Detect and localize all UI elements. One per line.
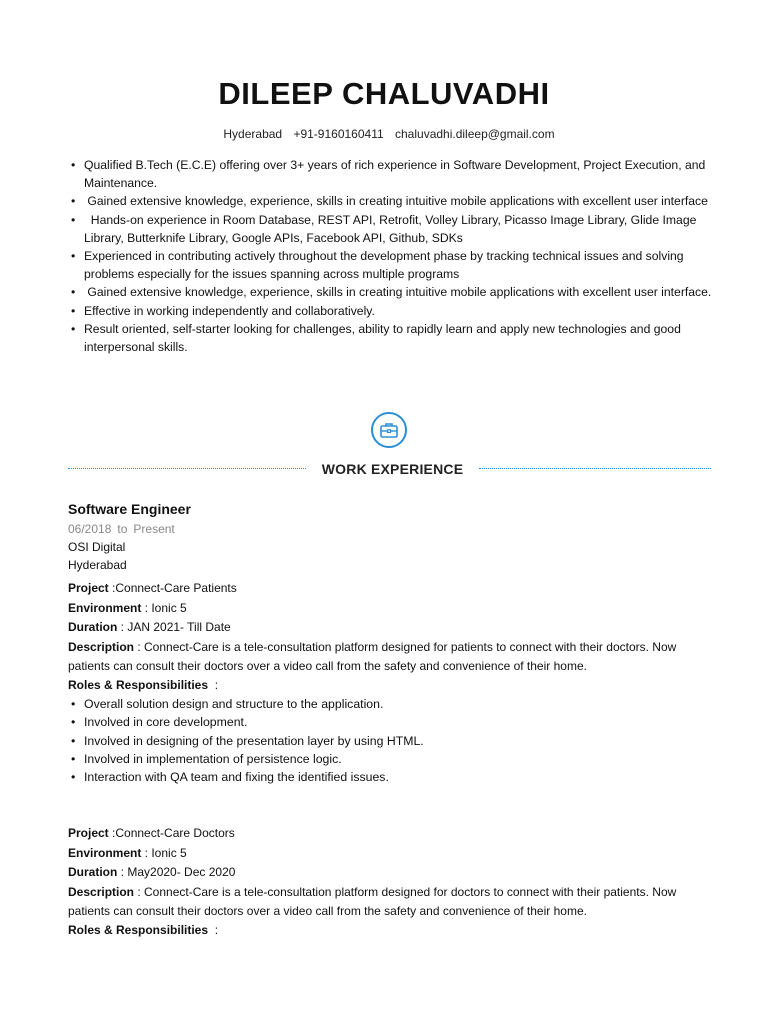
description-row (68, 638, 718, 676)
project-row (68, 579, 718, 599)
description-text: : Connect-Care is a tele-consultation platform designed for patients to connect with their doctors. Now patients can consult their doctors over a video call from the safety and convenience of their home. (68, 639, 677, 673)
phone-text: +91-9160160411 (293, 127, 384, 141)
environment-value: : Ionic 5 (141, 600, 187, 615)
project-label: Project (68, 581, 109, 595)
duration-value: : May2020- Dec 2020 (117, 865, 236, 879)
duration-label: Duration (68, 620, 118, 634)
job-dates (68, 520, 718, 538)
summary-item: • Hands-on experience in Room Database, REST API, Retrofit, Volley Library, Picasso Image Library, Glide Image Library, Butterknife Library, Google APIs, Facebook API, Github, SDKs (68, 211, 728, 247)
project-name: :Connect-Care Doctors (112, 826, 235, 840)
environment-label: Environment (68, 845, 142, 860)
section-title: WORK EXPERIENCE (321, 461, 464, 477)
project-block (68, 824, 718, 940)
summary-item: • Experienced in contributing actively throughout the development phase by tracking technical issues and solving problems especially for the issues spanning across multiple programs (68, 247, 728, 283)
summary-item: • Effective in working independently and collaboratively. (68, 302, 728, 320)
job-title: Software Engineer (68, 501, 191, 517)
company-name: OSI Digital (68, 540, 126, 554)
role-item: • Involved in core development. (68, 713, 718, 731)
description-label: Description (68, 884, 135, 899)
description-label: Description (68, 639, 135, 654)
summary-item: • Qualified B.Tech (E.C.E) offering over 3+ years of rich experience in Software Development, Project Execution, and Maintenance. (68, 156, 728, 192)
candidate-name: DILEEP CHALUVADHI (218, 76, 550, 111)
roles-heading (68, 921, 718, 941)
environment-row (68, 599, 718, 619)
summary-item: • Gained extensive knowledge, experience, skills in creating intuitive mobile applications with excellent user interface. (68, 283, 728, 301)
duration-value: : JAN 2021- Till Date (117, 620, 231, 634)
roles-colon: : (214, 922, 219, 937)
role-item: • Involved in implementation of persistence logic. (68, 750, 718, 768)
project-name: :Connect-Care Patients (112, 581, 237, 595)
project-block (68, 579, 718, 786)
summary-list (68, 156, 728, 356)
environment-row (68, 844, 718, 864)
roles-label: Roles & Responsibilities (68, 922, 209, 937)
job-start-date: 06/2018 (68, 522, 112, 536)
job-city: Hyderabad (68, 558, 127, 572)
description-row (68, 883, 718, 921)
role-item: • Interaction with QA team and fixing the identified issues. (68, 768, 718, 786)
environment-value: : Ionic 5 (141, 845, 187, 860)
job-date-separator: to (117, 522, 128, 536)
environment-label: Environment (68, 600, 142, 615)
location-text: Hyderabad (223, 127, 283, 141)
section-divider-left (68, 468, 306, 469)
duration-row (68, 618, 718, 638)
roles-colon: : (214, 677, 219, 692)
project-row (68, 824, 718, 844)
project-label: Project (68, 826, 109, 840)
contact-line (0, 127, 768, 141)
job-entry (68, 500, 718, 574)
summary-item: • Gained extensive knowledge, experience, skills in creating intuitive mobile applications with excellent user interface (68, 192, 728, 210)
email-link[interactable]: chaluvadhi.dileep@gmail.com (395, 127, 555, 141)
duration-label: Duration (68, 865, 118, 879)
role-item: • Overall solution design and structure to the application. (68, 695, 718, 713)
roles-list (68, 695, 718, 786)
roles-heading (68, 676, 718, 696)
roles-label: Roles & Responsibilities (68, 677, 209, 692)
section-divider-right (479, 468, 711, 469)
role-item: • Involved in designing of the presentation layer by using HTML. (68, 732, 718, 750)
job-end-date: Present (133, 522, 175, 536)
briefcase-icon (371, 412, 407, 448)
duration-row (68, 863, 718, 883)
description-text: : Connect-Care is a tele-consultation platform designed for doctors to connect with their patients. Now patients can consult their doctors over a video call from the safety and convenience of their home. (68, 884, 677, 918)
summary-item: • Result oriented, self-starter looking for challenges, ability to rapidly learn and apply new technologies and good interpersonal skills. (68, 320, 728, 356)
